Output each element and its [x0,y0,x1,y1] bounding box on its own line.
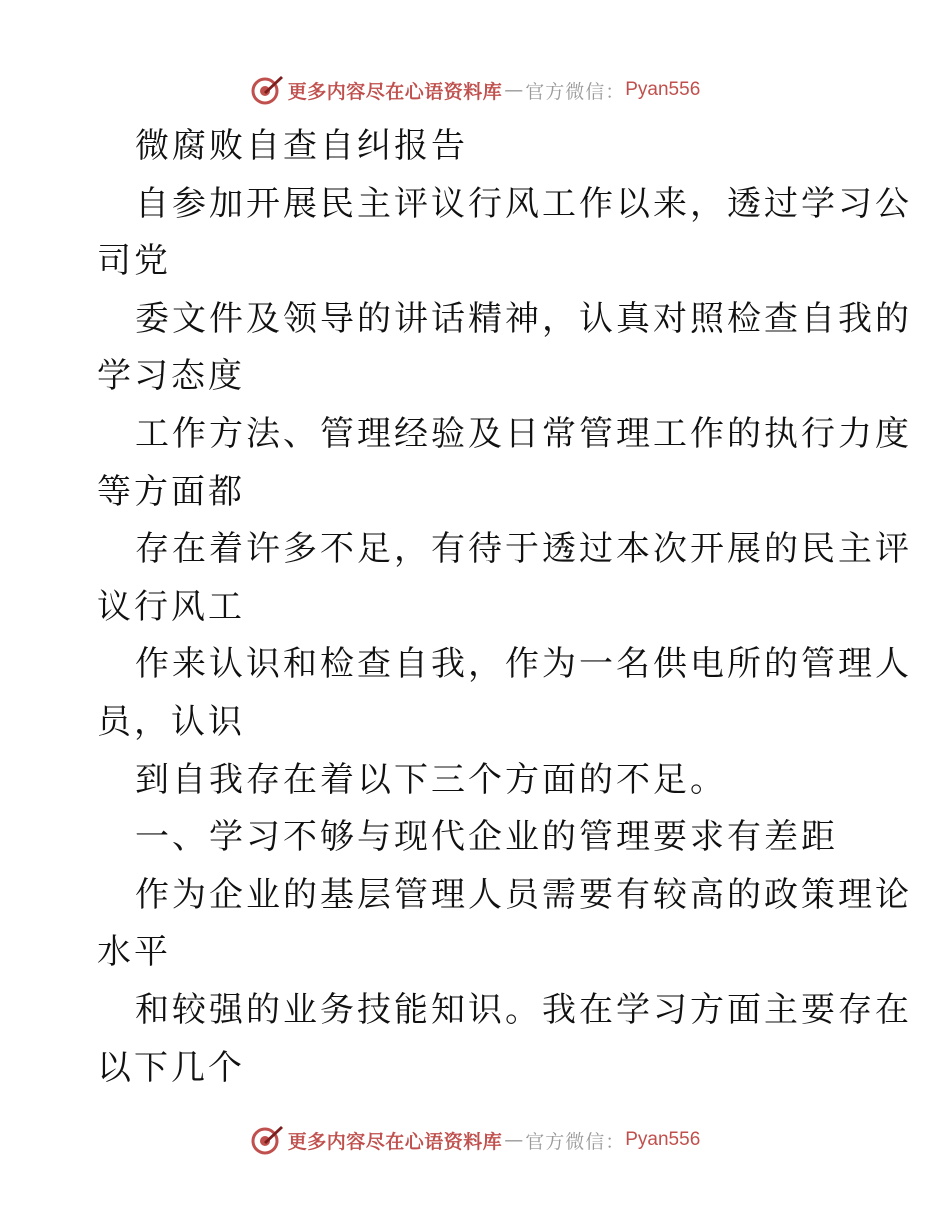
document-title: 微腐败自查自纠报告 [135,126,468,166]
banner-brand-text: 更多内容尽在心语资料库 [287,80,503,103]
banner-wechat-id: Pyan556 [625,79,701,100]
body-line: 和较强的业务技能知识。我在学习方面主要存在 [135,989,912,1030]
body-line: 作来认识和检查自我，作为一名供电所的管理人 [135,644,912,685]
section-heading: 一、学习不够与现代企业的管理要求有差距 [135,817,838,858]
body-line: 作为企业的基层管理人员需要有较高的政策理论 [135,874,912,915]
banner-wechat-id: Pyan556 [625,1129,701,1150]
banner-dash: — [504,1129,524,1151]
footer-watermark-banner [0,1120,950,1160]
body-line: 等方面都 [97,471,245,512]
body-line: 到自我存在着以下三个方面的不足。 [135,759,727,800]
body-line: 水平 [97,932,171,973]
pen-logo-icon [250,1123,284,1157]
body-line: 议行风工 [97,586,245,627]
banner-brand-text: 更多内容尽在心语资料库 [287,1130,503,1153]
banner-dash: — [504,79,524,101]
body-line: 以下几个 [97,1047,245,1088]
body-line: 司党 [97,241,171,282]
body-line: 工作方法、管理经验及日常管理工作的执行力度 [135,413,912,454]
pen-logo-icon [250,73,284,107]
body-line: 委文件及领导的讲话精神，认真对照检查自我的 [135,298,912,339]
header-watermark-banner [0,70,950,110]
body-line: 自参加开展民主评议行风工作以来，透过学习公 [135,183,912,224]
body-line: 存在着许多不足，有待于透过本次开展的民主评 [135,529,912,570]
body-line: 学习态度 [97,356,245,397]
banner-official-label: 官方微信： [525,80,626,103]
body-line: 员，认识 [97,701,245,742]
banner-official-label: 官方微信： [525,1130,626,1153]
document-body [97,118,912,1097]
